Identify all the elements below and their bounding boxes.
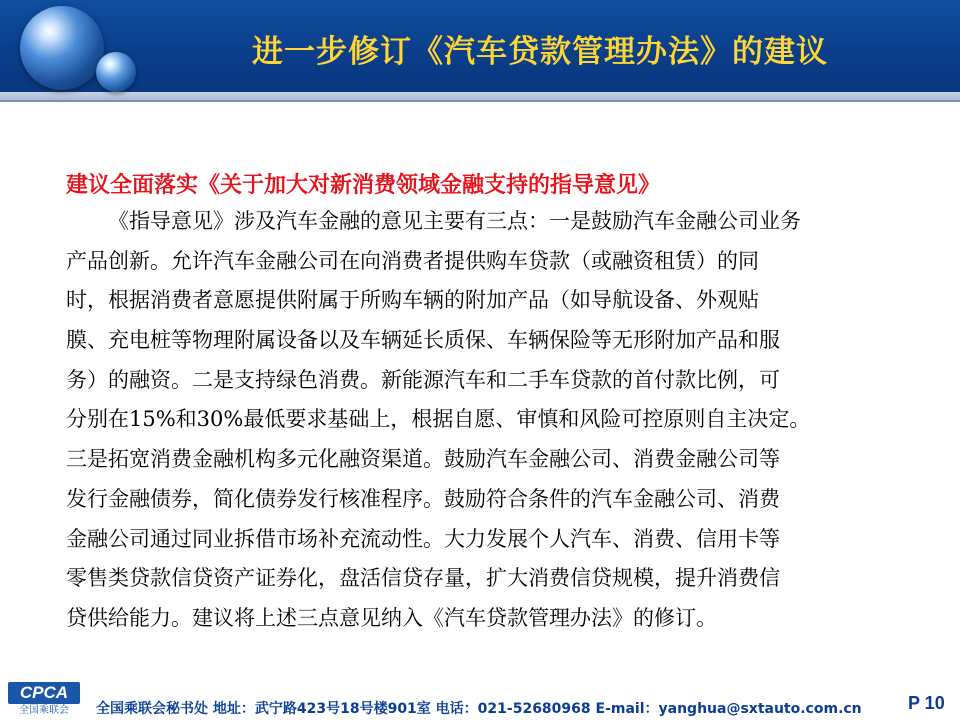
- globe-large-icon: [20, 6, 104, 90]
- section-subheading: 建议全面落实《关于加大对新消费领域金融支持的指导意见》: [66, 172, 661, 198]
- page-number: P 10: [908, 693, 945, 713]
- paragraph-line: 贷供给能力。建议将上述三点意见纳入《汽车贷款管理办法》的修订。: [66, 605, 717, 630]
- paragraph-line: 膜、充电桩等物理附属设备以及车辆延长质保、车辆保险等无形附加产品和服: [66, 328, 780, 353]
- header-divider: [0, 100, 960, 102]
- logo-text: CPCA: [8, 682, 80, 704]
- paragraph-line: 务）的融资。二是支持绿色消费。新能源汽车和二手车贷款的首付款比例，可: [66, 367, 780, 392]
- paragraph-line: 三是拓宽消费金融机构多元化融资渠道。鼓励汽车金融公司、消费金融公司等: [66, 447, 780, 472]
- paragraph-line: 分别在15%和30%最低要求基础上，根据自愿、审慎和风险可控原则自主决定。: [66, 407, 811, 432]
- logo-subtitle: 全国乘联会: [19, 705, 69, 716]
- paragraph-line: 时，根据消费者意愿提供附属于所购车辆的附加产品（如导航设备、外观贴: [66, 288, 759, 313]
- cpca-logo: [8, 682, 80, 718]
- body-paragraph: [66, 202, 896, 639]
- slide-title: 进一步修订《汽车贷款管理办法》的建议: [252, 34, 828, 70]
- paragraph-line: 零售类贷款信贷资产证券化，盘活信贷存量，扩大消费信贷规模，提升消费信: [66, 566, 780, 591]
- paragraph-line: 产品创新。允许汽车金融公司在向消费者提供购车贷款（或融资租赁）的同: [66, 248, 759, 273]
- header-stripe: [0, 92, 960, 100]
- paragraph-line: 发行金融债券，简化债券发行核准程序。鼓励符合条件的汽车金融公司、消费: [66, 486, 780, 511]
- globe-small-icon: [96, 52, 136, 92]
- paragraph-line: 金融公司通过同业拆借市场补充流动性。大力发展个人汽车、消费、信用卡等: [66, 526, 780, 551]
- footer-contact-info: 全国乘联会秘书处 地址：武宁路423号18号楼901室 电话：021-52680968 E-mail：yanghua@sxtauto.com.cn: [96, 701, 862, 717]
- paragraph-line: 《指导意见》涉及汽车金融的意见主要有三点：一是鼓励汽车金融公司业务: [108, 209, 801, 233]
